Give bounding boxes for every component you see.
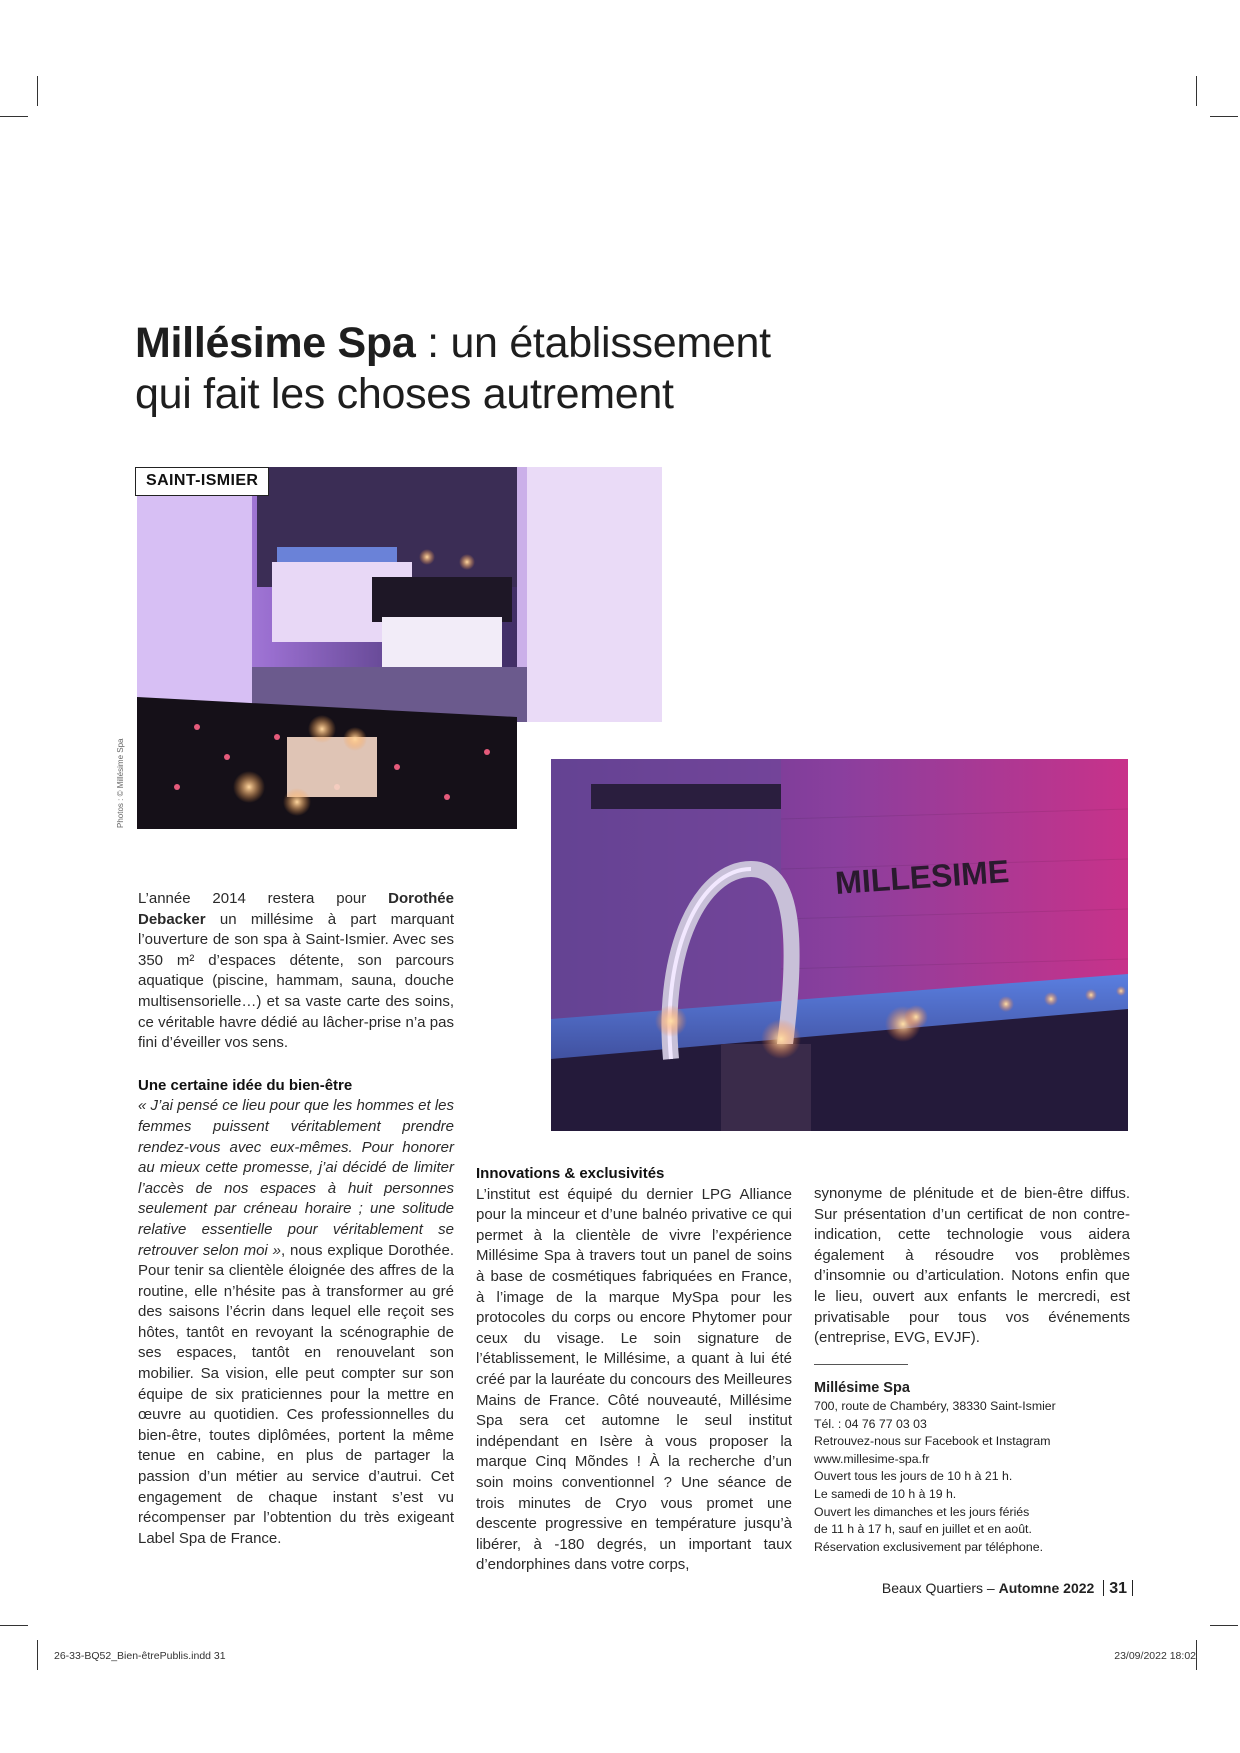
magazine-name: Beaux Quartiers – [881,1580,999,1596]
intro-name: Dorothée Debacker [138,890,454,928]
photo-credit: Photos : © Millésime Spa [116,738,125,828]
intro-paragraph [138,889,454,1054]
title-rest: : un établissement qui fait les choses autrement [135,319,771,418]
info-line: www.millesime-spa.fr [814,1451,930,1466]
crop-mark [1210,1625,1238,1626]
info-line: Tél. : 04 76 77 03 03 [814,1416,927,1431]
body-paragraph: L’institut est équipé du dernier LPG Alliance pour la minceur et d’une balnéo privative ce qui permet à la clientèle de vivre l’expérience Millésime Spa à travers tout un panel de soins à base de cosmétiques fabriquées en France, à l’image de la marque MySpa pour les protocoles du corps ou encore Phytomer pour ceux du visage. Le soin signature de l’établissement, le Millésime, a quant à lui été créé par la lauréate du concours des Meilleures Mains de France. Côté nouveauté, Millésime Spa sera cet automne le seul institut indépendant en Isère à vous proposer la marque Cinq Mõndes ! À la recherche d’un soin moins conventionnel ? Une séance de trois minutes de Cryo vous promet une descente progressive en température jusqu’à libérer, à -180 degrés, un important taux d’endorphines dans votre corps, [476,1185,793,1574]
article-column-3 [814,1184,1130,1349]
intro-text: L’année 2014 restera pour [138,890,389,907]
crop-mark [0,116,28,117]
info-name: Millésime Spa [814,1380,910,1396]
article-title [135,318,835,420]
pool-photo [545,753,1134,1137]
crop-mark [0,1625,28,1626]
body-text: , nous explique Dorothée. Pour tenir sa clientèle éloignée des affres de la routine, elle n’hésite pas à transformer au gré des saisons l’écrin dans lequel elle reçoit ses hôtes, tantôt en revoyant la scénographie de ses espaces, tantôt en renouvelant son mobilier. Sa vision, elle peut compter sur son équipe de six praticiennes pour la mettre en œuvre au quotidien. Ces professionnelles du bien-être, toutes diplômées, portent la même tenue en cabine, en plus de partager la passion d’un métier au service d’autrui. Cet engagement de chaque instant s’est vu récompenser par l’obtention du très exigeant Label Spa de France. [138,1241,454,1547]
info-box [814,1378,1104,1556]
intro-text-rest: un millésime à part marquant l’ouverture de son spa à Saint-Ismier. Avec ses 350 m² d’espaces détente, son parcours aquatique (piscine, hammam, sauna, douche multisensorielle…) et sa vaste carte des soins, ce véritable havre dédié au lâcher-prise n’a pas fini d’éveiller vos sens. [138,910,454,1052]
body-paragraph: synonyme de plénitude et de bien-être diffus. Sur présentation d’un certificat de non contre-indication, cette technologie vous aidera également à résoudre vos problèmes d’insomnie ou d’articulation. Notons enfin que le lieu, ouvert aux enfants le mercredi, est privatisable pour tous vos événements (entreprise, EVG, EVJF). [814,1185,1130,1347]
section-heading: Innovations & exclusivités [476,1165,665,1182]
slug-date: 23/09/2022 18:02 [1114,1650,1196,1662]
quote-text: « J’ai pensé ce lieu pour que les hommes et les femmes puissent véritablement prendre rendez-vous avec eux-mêmes. Pour honorer au mieux cette promesse, j’ai décidé de limiter l’accès de nos espaces à huit personnes seulement par créneau horaire ; une solitude relative essentielle pour véritablement se retrouver selon moi » [138,1097,455,1259]
info-divider [814,1364,908,1365]
crop-mark [1196,76,1197,106]
info-line: Réservation exclusivement par téléphone. [814,1539,1043,1554]
info-line: 700, route de Chambéry, 38330 Saint-Ismier [814,1399,1056,1413]
location-tag: SAINT-ISMIER [135,467,269,496]
info-line: de 11 h à 17 h, sauf en juillet et en août. [814,1522,1032,1537]
issue-name: Automne 2022 [998,1580,1095,1596]
section-heading: Une certaine idée du bien-être [138,1076,353,1094]
info-line: Retrouvez-nous sur Facebook et Instagram [814,1434,1051,1449]
info-line: Ouvert tous les jours de 10 h à 21 h. [814,1469,1013,1484]
article-column-2 [476,1164,792,1576]
quote-paragraph [138,1096,454,1549]
info-line: Le samedi de 10 h à 19 h. [814,1486,957,1501]
crop-mark [37,76,38,106]
crop-mark [1210,116,1238,117]
crop-mark [37,1640,38,1670]
page-number: 31 [1109,1580,1127,1597]
page-footer [882,1580,1133,1598]
slug-file: 26-33-BQ52_Bien-êtrePublis.indd 31 [54,1650,226,1662]
title-bold: Millésime Spa [135,319,416,367]
info-line: Ouvert les dimanches et les jours fériés [814,1504,1030,1519]
sign-text: MILLESIME [833,852,1011,901]
article-column-1 [138,889,454,1549]
crop-mark [1196,1640,1197,1670]
